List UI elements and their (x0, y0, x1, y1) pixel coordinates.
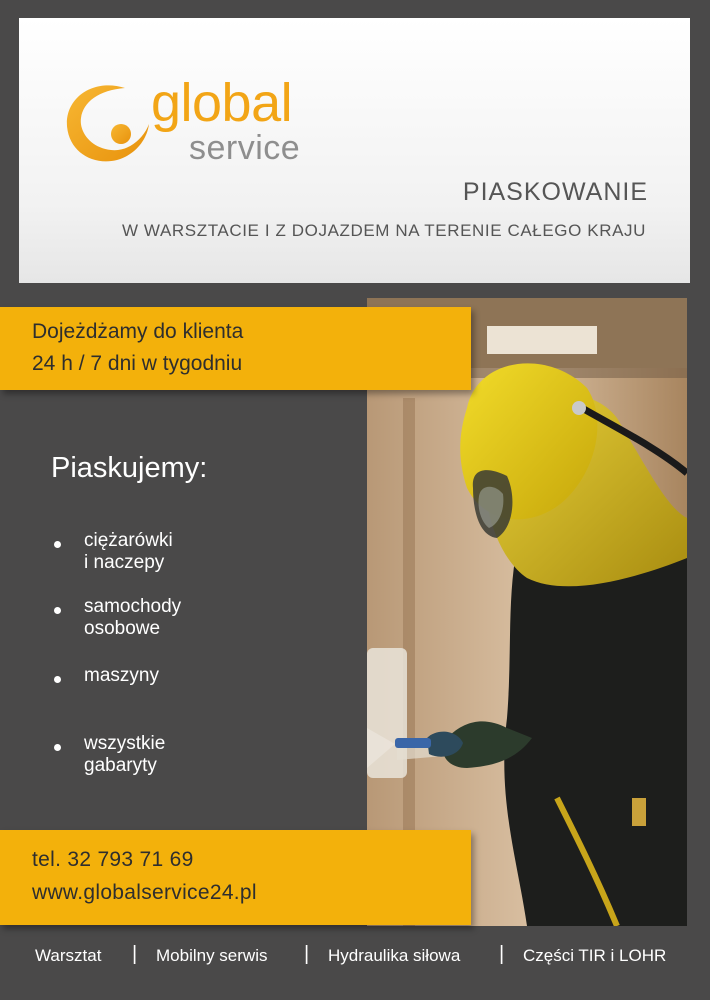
service-item: wszystkie gabaryty (84, 733, 166, 776)
bullet-icon (54, 607, 61, 614)
contact-website-link[interactable]: www.globalservice24.pl (32, 881, 257, 904)
services-title: Piaskujemy: (51, 452, 208, 484)
footer-item-czesci: Części TIR i LOHR (523, 946, 667, 965)
promo-banner (0, 307, 471, 390)
footer-separator: | (132, 943, 138, 965)
footer-item-hydraulika: Hydraulika siłowa (328, 946, 461, 965)
contact-phone[interactable]: tel. 32 793 71 69 (32, 848, 194, 871)
footer-nav (0, 940, 710, 976)
header-panel (19, 18, 690, 283)
footer-separator: | (304, 943, 310, 965)
page-subheadline: W WARSZTACIE I Z DOJAZDEM NA TERENIE CAŁEGO KRAJU (121, 221, 646, 240)
service-item: maszyny (84, 665, 159, 686)
bullet-icon (54, 541, 61, 548)
service-item: ciężarówki i naczepy (84, 530, 173, 573)
logo-word-service: service (189, 129, 301, 167)
promo-line-1: Dojeżdżamy do klienta (32, 320, 244, 343)
bullet-icon (54, 676, 61, 683)
footer-separator: | (499, 943, 505, 965)
logo-word-global: global (151, 73, 293, 133)
promo-line-2: 24 h / 7 dni w tygodniu (32, 352, 243, 375)
logo-swirl-icon (63, 78, 153, 168)
service-item: samochody osobowe (84, 596, 182, 639)
contact-banner (0, 830, 471, 925)
page-headline: PIASKOWANIE (462, 178, 648, 206)
bullet-icon (54, 744, 61, 751)
footer-item-mobilny-serwis: Mobilny serwis (156, 946, 268, 965)
footer-item-warsztat: Warsztat (35, 946, 102, 965)
